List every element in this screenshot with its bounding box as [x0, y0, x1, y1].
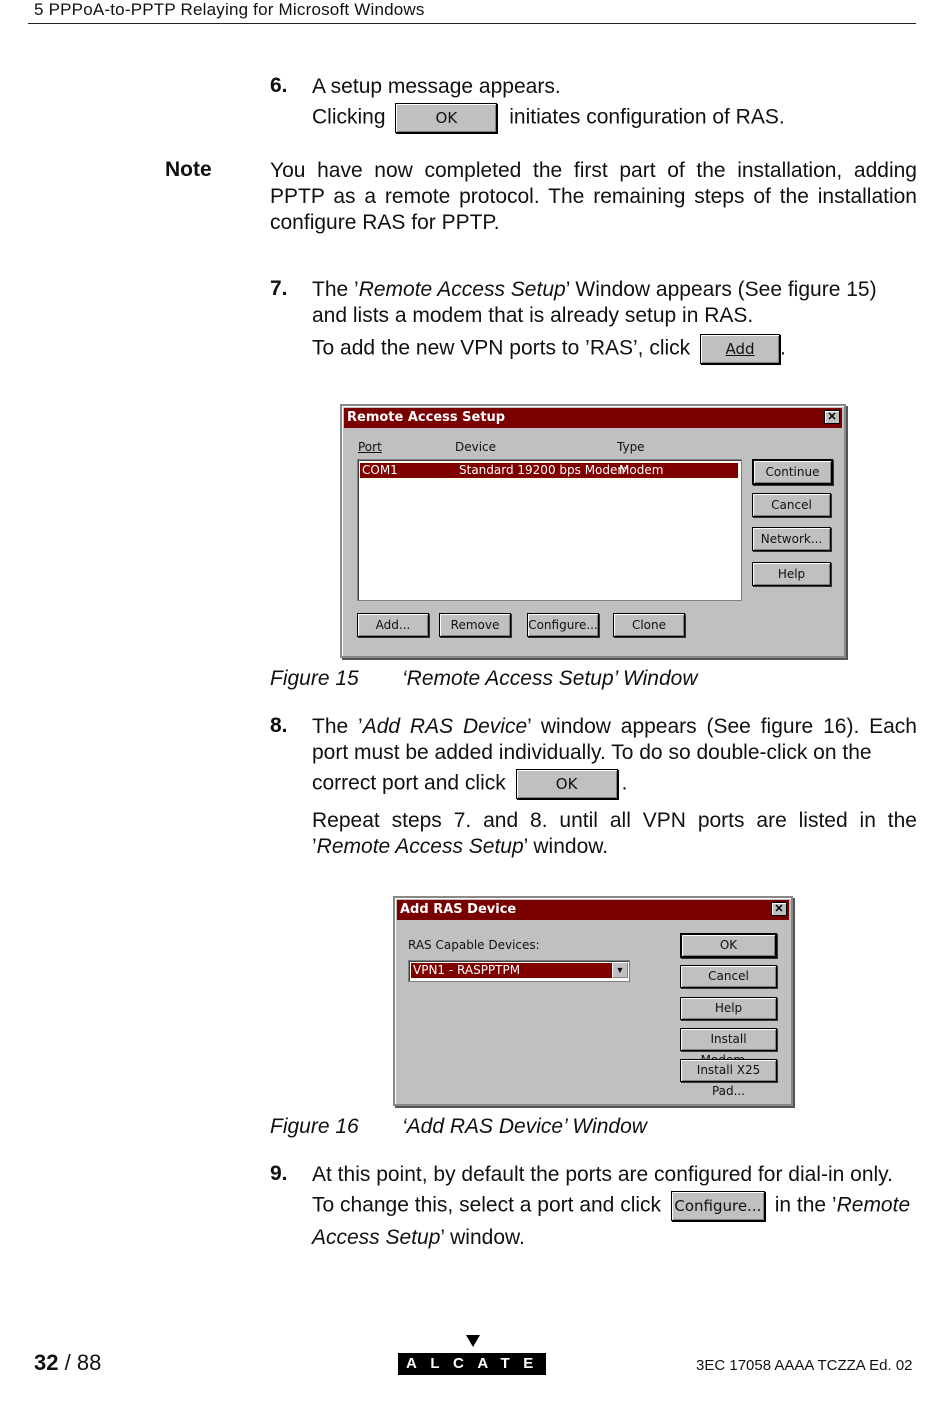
step-7-text [312, 277, 917, 329]
column-type: Type [617, 440, 645, 454]
step-7-text-a: The ’ [312, 278, 359, 301]
install-x25-pad-button[interactable]: Install X25 Pad... [680, 1059, 777, 1082]
step-8-window-name: Add RAS Device [362, 715, 528, 738]
page-sep: / [58, 1350, 77, 1375]
ok-button[interactable]: OK [680, 933, 777, 958]
step-9-number: 9. [270, 1162, 288, 1185]
remote-access-setup-dialog [340, 404, 846, 658]
continue-button[interactable]: Continue [752, 459, 833, 485]
configure-button[interactable]: Configure... [527, 613, 599, 637]
step-9-remote: Remote [836, 1193, 911, 1217]
step-7-text-b: ’ Window appears (See figure 15) and lists a modem that is already setup in RAS. [312, 278, 877, 327]
step-7-window-name: Remote Access Setup [358, 278, 566, 301]
step-9-select-instruction: To change this, select a port and click [312, 1193, 662, 1217]
step-8-period: . [621, 771, 628, 795]
step-9-window: ’ window. [440, 1226, 525, 1249]
step-6-initiates: initiates configuration of RAS. [509, 105, 785, 129]
step-8-text-a: The ’ [312, 715, 363, 738]
step-7-line3 [312, 334, 786, 364]
step-6-clicking: Clicking [312, 105, 386, 129]
close-icon[interactable]: ✕ [824, 410, 840, 424]
step-6-line1: A setup message appears. [312, 75, 561, 98]
page-current: 32 [34, 1350, 59, 1375]
row-type: Modem (unimodem) [619, 463, 693, 492]
network-button[interactable]: Network... [752, 527, 831, 551]
logo-triangle-icon [466, 1335, 480, 1347]
row-device: Standard 19200 bps Modem [459, 463, 630, 477]
step-9-line3 [312, 1225, 525, 1251]
column-device: Device [455, 440, 497, 454]
figure-16-number: Figure 16 [270, 1115, 359, 1138]
column-port: Port [358, 440, 382, 454]
ok-button-image: OK [516, 769, 618, 799]
step-6-line2 [312, 103, 785, 133]
step-8-text-b: ’ window appears (See figure 16). Each port must be added individually. To do so double-click on the [312, 715, 917, 764]
chevron-down-icon[interactable]: ▼ [612, 962, 628, 978]
step-7-add-instruction: To add the new VPN ports to ’RAS’, click [312, 336, 691, 360]
document-reference: 3EC 17058 AAAA TCZZA Ed. 02 [696, 1357, 913, 1374]
step-8-text [312, 714, 917, 766]
page-number [34, 1350, 101, 1376]
configure-button-image: Configure... [671, 1191, 765, 1221]
step-7-period: . [780, 336, 786, 360]
ras-device-select[interactable] [408, 960, 630, 982]
step-9-access-setup: Access Setup [312, 1226, 441, 1249]
note-text: You have now completed the first part of the installation, adding PPTP as a remote protocol. The remaining steps of the installation configure RAS for PPTP. [270, 159, 917, 234]
step-8-repeat-window: Remote Access Setup [316, 835, 524, 858]
dialog-title-bar: Add RAS Device [397, 900, 789, 920]
add-ras-device-dialog [393, 896, 793, 1106]
add-button-image: Add [700, 334, 780, 364]
help-button[interactable]: Help [680, 997, 777, 1020]
figure-15-number: Figure 15 [270, 667, 359, 690]
step-9-in-the: in the ’ [774, 1193, 837, 1217]
remove-button[interactable]: Remove [439, 613, 511, 637]
header-rule [28, 23, 916, 24]
logo-wordmark: ALCATEL [398, 1353, 546, 1375]
ports-listbox[interactable] [357, 459, 742, 601]
selected-device: VPN1 - RASPPTPM [411, 963, 613, 978]
step-8-repeat-b: ’ window. [523, 835, 609, 858]
ok-button-image: OK [395, 103, 497, 133]
figure-15-caption: ‘Remote Access Setup’ Window [402, 667, 698, 690]
note-label: Note [165, 158, 212, 181]
install-modem-button[interactable]: Install [680, 1028, 777, 1051]
step-8-line3 [312, 769, 627, 799]
close-icon[interactable]: ✕ [771, 902, 787, 916]
list-item[interactable] [360, 463, 738, 492]
dialog-title-bar: Remote Access Setup [344, 408, 842, 428]
page-total: 88 [76, 1350, 102, 1375]
ras-devices-label: RAS Capable Devices: [408, 938, 540, 952]
step-8-repeat-a: Repeat steps 7. and 8. until all VPN ports are listed in the ’ [312, 809, 917, 858]
step-8-number: 8. [270, 714, 288, 737]
step-6-number: 6. [270, 74, 288, 97]
row-port: COM1 [362, 463, 398, 477]
clone-button[interactable]: Clone [613, 613, 685, 637]
step-8-click-instruction: correct port and click [312, 771, 506, 795]
cancel-button[interactable]: Cancel [752, 493, 831, 517]
cancel-button[interactable]: Cancel [680, 965, 777, 988]
running-header: 5 PPPoA-to-PPTP Relaying for Microsoft Windows [34, 0, 425, 19]
step-9-line2 [312, 1191, 910, 1221]
step-9-line1: At this point, by default the ports are configured for dial-in only. [312, 1163, 893, 1186]
step-8-repeat [312, 808, 917, 860]
alcatel-logo [398, 1335, 570, 1377]
help-button[interactable]: Help [752, 562, 831, 586]
step-7-number: 7. [270, 277, 288, 300]
figure-16-caption: ‘Add RAS Device’ Window [402, 1115, 647, 1138]
add-button[interactable]: Add... [357, 613, 429, 637]
